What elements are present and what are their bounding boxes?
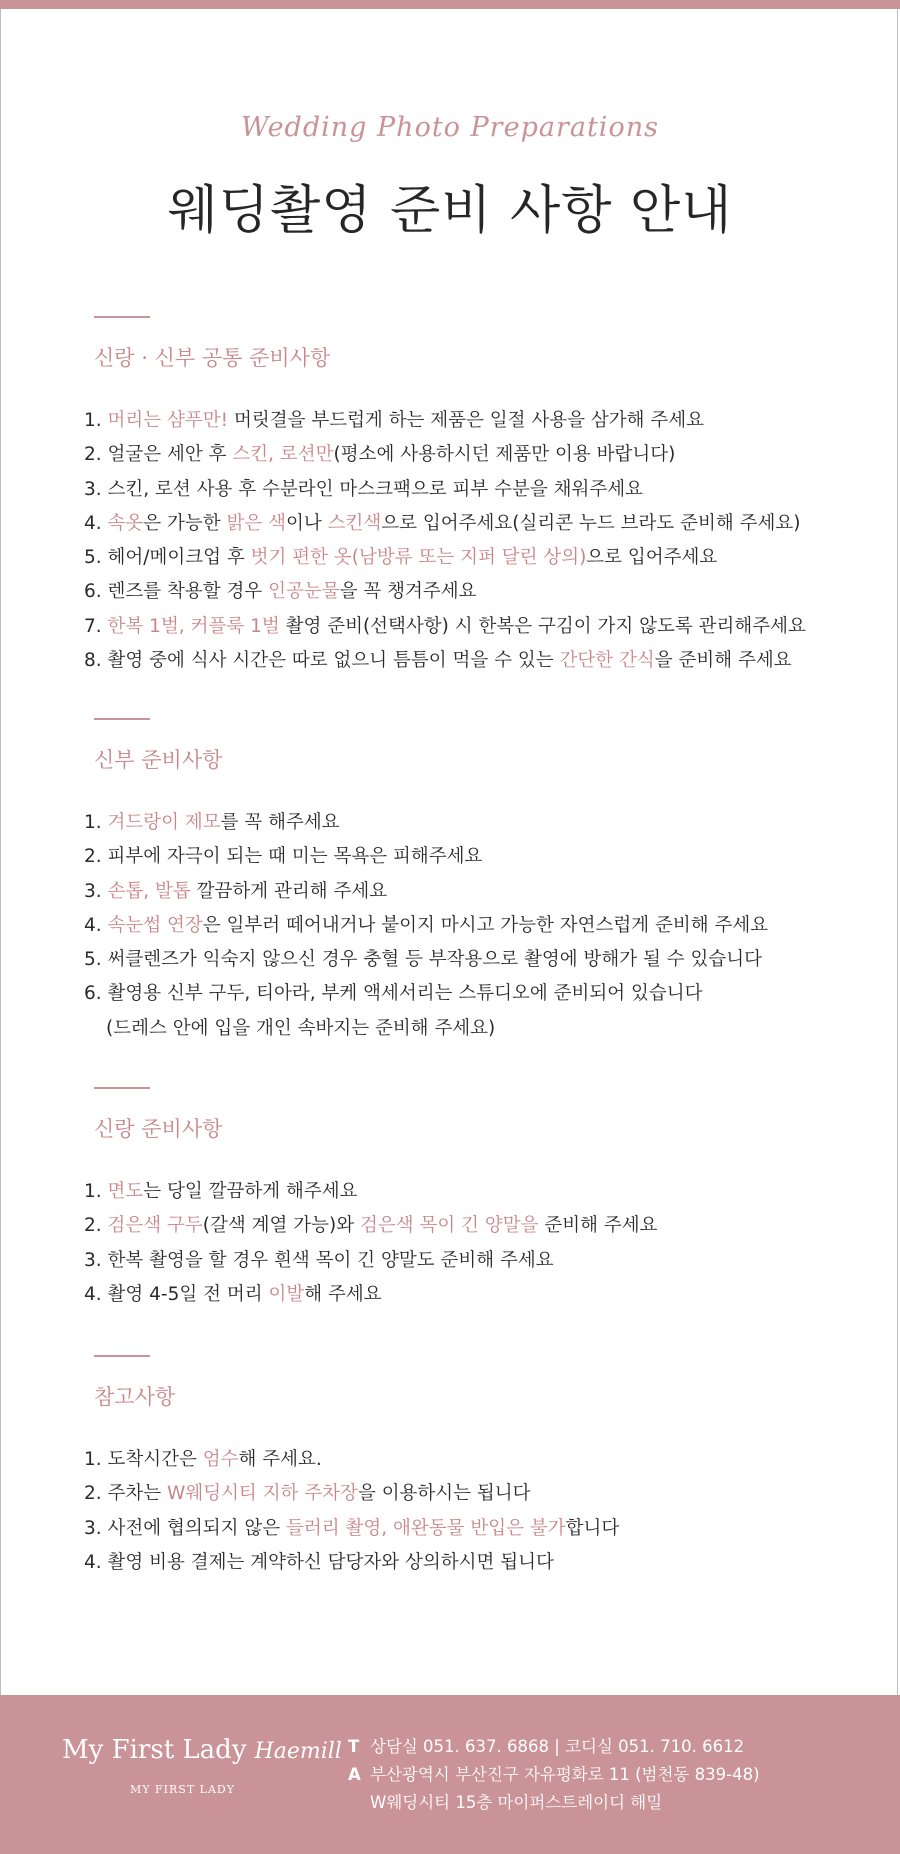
list-item <box>84 977 884 1011</box>
item-text: 준비해 주세요 <box>538 1215 658 1237</box>
highlight-text: 들러리 촬영, 애완동물 반입은 불가 <box>286 1517 566 1539</box>
phone-key: T <box>348 1737 360 1756</box>
section-divider <box>94 1355 150 1357</box>
footer <box>0 1695 900 1854</box>
list-item <box>84 909 884 943</box>
highlight-text: 밝은 색 <box>226 512 287 534</box>
section-groom <box>84 1087 884 1312</box>
item-text: 4. <box>84 914 108 936</box>
list-item <box>84 507 884 541</box>
highlight-text: 겨드랑이 제모 <box>107 812 221 833</box>
address-line-2-row <box>348 1789 760 1817</box>
section-divider <box>94 1087 150 1089</box>
item-text: 해 주세요 <box>304 1283 382 1305</box>
list-item <box>84 644 884 678</box>
highlight-text: 이발 <box>268 1283 305 1305</box>
phone-line <box>348 1733 760 1761</box>
item-text: (갈색 계열 가능)와 <box>202 1215 360 1237</box>
address-line-2: W웨딩시티 15층 마이퍼스트레이디 해밀 <box>370 1793 663 1812</box>
item-text: 7. <box>84 615 108 637</box>
list-item <box>84 473 884 507</box>
item-text: 으로 입어주세요(실리콘 누드 브라도 준비해 주세요) <box>381 512 801 534</box>
script-subtitle: Wedding Photo Preparations <box>241 112 659 143</box>
brand-logo <box>62 1735 342 1796</box>
highlight-text: 스킨, 로션만 <box>232 444 334 466</box>
address-key: A <box>348 1765 361 1784</box>
section-bride <box>84 718 884 1046</box>
item-text: 3. 스킨, 로션 사용 후 수분라인 마스크팩으로 피부 수분을 채워주세요 <box>84 478 643 500</box>
item-text: 2. 얼굴은 세안 후 <box>84 444 233 466</box>
section-common <box>84 316 884 678</box>
highlight-text: 벗기 편한 옷(남방류 또는 지퍼 달린 상의) <box>250 547 587 569</box>
item-text: 3. 사전에 협의되지 않은 <box>84 1517 287 1539</box>
address-line-1: 부산광역시 부산진구 자유평화로 11 (범천동 839-48) <box>370 1765 760 1784</box>
highlight-text: 검은색 구두 <box>107 1215 203 1237</box>
list-item <box>84 840 884 874</box>
item-text: 6. 렌즈를 착용할 경우 <box>84 581 269 603</box>
logo-subtext: MY FIRST LADY <box>130 1783 235 1796</box>
item-text: 을 준비해 주세요 <box>654 650 792 672</box>
section-title: 신랑 · 신부 공통 준비사항 <box>94 346 331 370</box>
item-text: 는 당일 깔끔하게 해주세요 <box>143 1181 358 1202</box>
list-item <box>84 541 884 575</box>
item-text: (드레스 안에 입을 개인 속바지는 준비해 주세요) <box>106 1017 496 1039</box>
item-text: 1. <box>84 1181 108 1202</box>
item-text: 은 가능한 <box>143 512 227 534</box>
section-notes <box>84 1355 884 1580</box>
highlight-text: 엄수 <box>202 1449 239 1470</box>
section-title: 신랑 준비사항 <box>94 1117 223 1141</box>
item-text: 5. 써클렌즈가 익숙지 않으신 경우 충혈 등 부작용으로 촬영에 방해가 될 수 있습니다 <box>84 949 762 971</box>
list-item <box>84 806 884 840</box>
contact-info <box>348 1733 760 1817</box>
item-text: 5. 헤어/메이크업 후 <box>84 547 251 569</box>
item-text: 머릿결을 부드럽게 하는 제품은 일절 사용을 삼가해 주세요 <box>228 410 705 431</box>
highlight-text: 인공눈물 <box>268 581 340 603</box>
item-text: 1. 도착시간은 <box>84 1449 203 1470</box>
item-text: 4. 촬영 4-5일 전 머리 <box>84 1283 269 1305</box>
list-item <box>84 1175 884 1209</box>
item-text: 8. 촬영 중에 식사 시간은 따로 없으니 틈틈이 먹을 수 있는 <box>84 650 560 672</box>
item-text: 를 꼭 해주세요 <box>220 812 340 833</box>
item-text: 으로 입어주세요 <box>586 547 718 569</box>
address-line <box>348 1761 760 1789</box>
item-list <box>84 1443 884 1580</box>
section-title: 신부 준비사항 <box>94 748 223 772</box>
page-title: 웨딩촬영 준비 사항 안내 <box>167 181 733 241</box>
highlight-text: W웨딩시티 지하 주차장 <box>167 1483 358 1505</box>
list-item <box>84 1512 884 1546</box>
highlight-text: 머리는 샴푸만! <box>107 410 229 431</box>
highlight-text: 면도 <box>107 1181 144 1202</box>
item-text: 을 이용하시는 됩니다 <box>357 1483 531 1505</box>
section-divider <box>94 718 150 720</box>
item-text: 을 꼭 챙겨주세요 <box>339 581 477 603</box>
item-text: 2. 주차는 <box>84 1483 168 1505</box>
list-item <box>84 610 884 644</box>
list-item <box>84 1209 884 1243</box>
highlight-text: 간단한 간식 <box>559 650 655 672</box>
item-text: 2. <box>84 1215 108 1237</box>
phone-numbers: 상담실 051. 637. 6868 | 코디실 051. 710. 6612 <box>370 1737 745 1756</box>
list-item <box>84 575 884 609</box>
highlight-text: 한복 1벌, 커플룩 1벌 <box>107 615 280 637</box>
highlight-text: 속눈썹 연장 <box>107 914 203 936</box>
highlight-text: 검은색 목이 긴 양말을 <box>359 1215 539 1237</box>
item-text: 3. 한복 촬영을 할 경우 흰색 목이 긴 양말도 준비해 주세요 <box>84 1249 554 1271</box>
item-text: 해 주세요. <box>238 1449 322 1470</box>
top-accent-bar <box>0 0 900 9</box>
item-text: 1. <box>84 410 108 431</box>
item-list <box>84 1175 884 1312</box>
logo-script-text: Haemill <box>254 1739 342 1764</box>
item-text: 2. 피부에 자극이 되는 때 미는 목욕은 피해주세요 <box>84 846 483 868</box>
list-item <box>84 1443 884 1477</box>
section-divider <box>94 316 150 318</box>
list-item <box>84 438 884 472</box>
list-item <box>84 1477 884 1511</box>
item-text: 6. 촬영용 신부 구두, 티아라, 부케 액세서리는 스튜디오에 준비되어 있습니다 <box>84 983 703 1005</box>
list-item <box>84 1244 884 1278</box>
item-text: 4. <box>84 512 108 534</box>
highlight-text: 손톱, 발톱 <box>107 880 191 902</box>
list-item <box>84 875 884 909</box>
item-text: 3. <box>84 880 108 902</box>
item-text: 촬영 준비(선택사항) 시 한복은 구김이 가지 않도록 관리해주세요 <box>279 615 806 637</box>
item-text: 1. <box>84 812 108 833</box>
item-text: (평소에 사용하시던 제품만 이용 바랍니다) <box>333 444 676 466</box>
list-item <box>84 1546 884 1580</box>
logo-main-text: My First Lady <box>62 1735 247 1765</box>
item-list <box>84 404 884 678</box>
item-text: 깔끔하게 관리해 주세요 <box>190 880 388 902</box>
list-item <box>84 404 884 438</box>
item-list <box>84 806 884 1046</box>
list-item <box>84 1012 884 1046</box>
highlight-text: 스킨색 <box>327 512 382 534</box>
list-item <box>84 943 884 977</box>
section-title: 참고사항 <box>94 1385 176 1409</box>
highlight-text: 속옷 <box>107 512 144 534</box>
item-text: 이나 <box>286 512 328 534</box>
list-item <box>84 1278 884 1312</box>
item-text: 합니다 <box>565 1517 620 1539</box>
item-text: 4. 촬영 비용 결제는 계약하신 담당자와 상의하시면 됩니다 <box>84 1551 554 1573</box>
item-text: 은 일부러 떼어내거나 붙이지 마시고 가능한 자연스럽게 준비해 주세요 <box>202 914 769 936</box>
